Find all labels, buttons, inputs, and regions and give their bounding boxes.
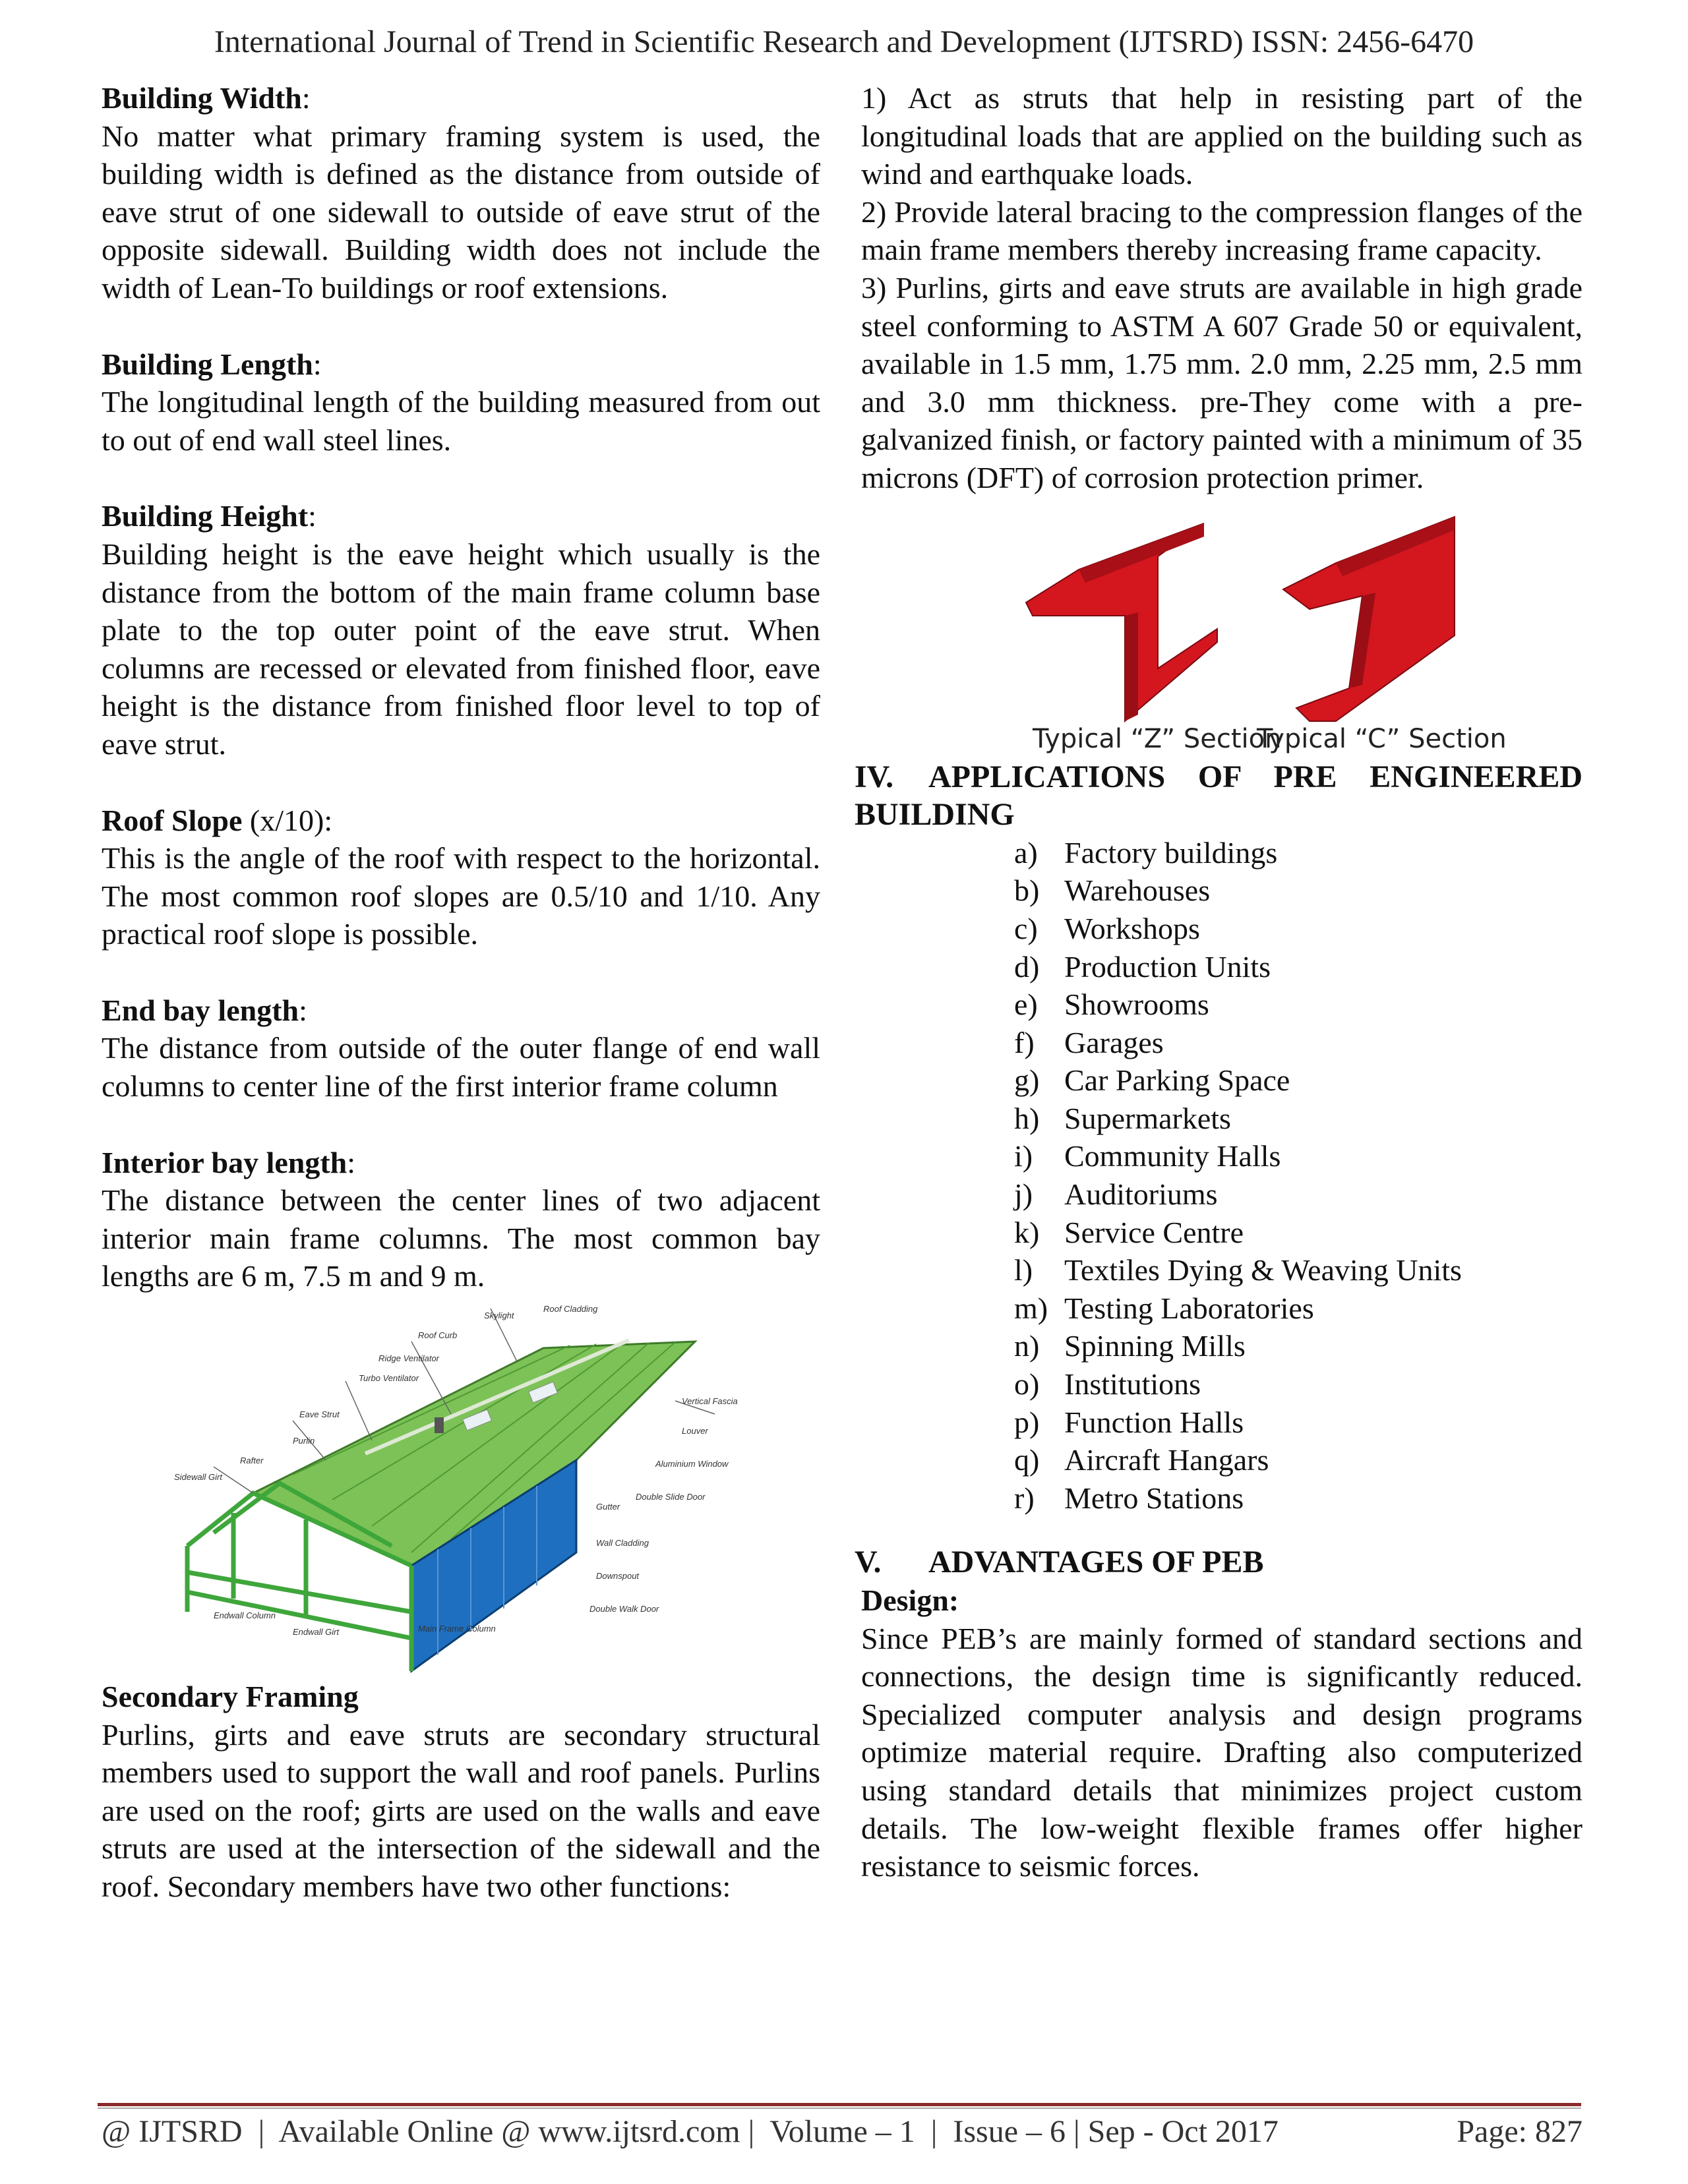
application-item-label: n) (1014, 1329, 1040, 1363)
application-item-text: Service Centre (1064, 1215, 1244, 1249)
building-length-title: Building Length: (102, 347, 322, 381)
application-item-text: Function Halls (1064, 1405, 1244, 1439)
application-item-text: Showrooms (1064, 988, 1209, 1022)
label-gutter: Gutter (596, 1502, 620, 1512)
application-item (1014, 1024, 1582, 1062)
application-item (1014, 871, 1582, 910)
application-item (1014, 910, 1582, 948)
building-length-body: The longitudinal length of the building measured from out to out of end wall steel lines. (102, 385, 820, 457)
application-item-text: Supermarkets (1064, 1101, 1231, 1135)
footer-rule-thin (98, 2108, 1581, 2109)
z-section-caption: Typical “Z” Section (1033, 723, 1282, 754)
application-item-text: Workshops (1064, 911, 1200, 945)
application-item-label: m) (1014, 1291, 1048, 1325)
application-item-label: b) (1014, 873, 1040, 908)
label-double-walk-door: Double Walk Door (589, 1604, 659, 1614)
label-aluminium-window: Aluminium Window (655, 1459, 729, 1469)
label-sidewall-girt: Sidewall Girt (174, 1472, 222, 1483)
roof-slope-title: Roof Slope (x/10): (102, 803, 333, 837)
design-body: Since PEB’s are mainly formed of standard sections and connections, the design time is significantly reduced. Specialized computer analysis and design programs optimize material require. Drafting also computerized using standard details that minimizes project custom details. The low-weight flexible frames offer higher resistance to seismic forces. (861, 1621, 1582, 1883)
advantages-heading: V. ADVANTAGES OF PEB (855, 1545, 1264, 1580)
application-item-label: o) (1014, 1367, 1040, 1402)
footer-rule (98, 2103, 1581, 2106)
application-item (1014, 1061, 1582, 1100)
building-width-title: Building Width: (102, 81, 311, 115)
application-item-label: c) (1014, 911, 1038, 945)
function-item-1: 1) Act as struts that help in resisting part of the longitudinal loads that are applied on the building such as wind and earthquake loads. (861, 81, 1582, 191)
application-item (1014, 1403, 1582, 1442)
building-height-body: Building height is the eave height which usually is the distance from the bottom of the main frame column base plate to the top outer point of the eave strut. When columns are recessed or elevated from finished floor, eave height is the distance from finished floor level to top of eave strut. (102, 537, 820, 761)
application-item-label: f) (1014, 1025, 1035, 1059)
application-item-text: Warehouses (1064, 873, 1211, 908)
end-bay-body: The distance from outside of the outer flange of end wall columns to center line of the first interior frame column (102, 1031, 820, 1104)
application-item (1014, 1479, 1582, 1518)
function-item-2: 2) Provide lateral bracing to the compression flanges of the main frame members thereby increasing frame capacity. (861, 194, 1582, 267)
label-louver: Louver (682, 1426, 708, 1436)
applications-list (861, 834, 1582, 1518)
label-endwall-girt: Endwall Girt (293, 1627, 340, 1638)
peb-building-figure (174, 1302, 768, 1671)
page-footer (102, 2113, 1582, 2150)
application-item-label: h) (1014, 1101, 1040, 1135)
application-item (1014, 1175, 1582, 1214)
applications-heading: IV. APPLICATIONS OF PRE ENGINEERED BUILDING (855, 759, 1582, 833)
application-item-text: Garages (1064, 1025, 1164, 1059)
design-title: Design: (861, 1583, 959, 1617)
application-item-label: e) (1014, 988, 1038, 1022)
label-skylight: Skylight (484, 1311, 514, 1321)
label-roof-curb: Roof Curb (418, 1330, 458, 1341)
c-section-caption: Typical “C” Section (1257, 723, 1507, 754)
application-item-text: Auditoriums (1064, 1177, 1218, 1212)
label-rafter: Rafter (240, 1456, 264, 1466)
label-downspout: Downspout (596, 1571, 640, 1581)
application-item (1014, 986, 1582, 1024)
application-item (1014, 1100, 1582, 1138)
application-item-text: Community Halls (1064, 1139, 1281, 1173)
end-bay-title: End bay length: (102, 993, 307, 1027)
label-ridge-ventilator: Ridge Ventilator (378, 1353, 440, 1364)
interior-bay-title: Interior bay length: (102, 1145, 356, 1179)
application-item (1014, 834, 1582, 872)
label-wall-cladding: Wall Cladding (596, 1538, 649, 1549)
left-column (102, 79, 820, 1906)
label-eave-strut: Eave Strut (299, 1409, 340, 1420)
application-item-label: p) (1014, 1405, 1040, 1439)
application-item-label: i) (1014, 1139, 1033, 1173)
application-item-text: Aircraft Hangars (1064, 1443, 1269, 1477)
application-item-text: Production Units (1064, 949, 1271, 984)
application-item-text: Institutions (1064, 1367, 1201, 1402)
right-column (855, 79, 1582, 1885)
label-endwall-column: Endwall Column (214, 1610, 276, 1621)
application-item-label: d) (1014, 949, 1040, 984)
application-item-text: Testing Laboratories (1064, 1291, 1314, 1325)
label-double-slide-door: Double Slide Door (636, 1492, 706, 1502)
application-item-text: Factory buildings (1064, 835, 1278, 870)
label-purlin: Purlin (293, 1436, 315, 1446)
application-item-text: Metro Stations (1064, 1481, 1244, 1515)
application-item-label: g) (1014, 1063, 1040, 1098)
z-c-section-figure (993, 504, 1507, 754)
application-item-text: Spinning Mills (1064, 1329, 1246, 1363)
application-item-label: q) (1014, 1443, 1040, 1477)
application-item (1014, 1365, 1582, 1403)
function-item-3: 3) Purlins, girts and eave struts are available in high grade steel conforming to ASTM A 607 Grade 50 or equivalent, available in 1.5 mm, 1.75 mm. 2.0 mm, 2.25 mm, 2.5 mm and 3.0 mm thickness. pre-They come with a pre-galvanized finish, or factory painted with a minimum of 35 microns (DFT) of corrosion protection primer. (861, 270, 1582, 494)
secondary-framing-body: Purlins, girts and eave struts are secondary structural members used to support the wall and roof panels. Purlins are used on the roof; girts are used on the walls and eave struts are used at the intersection of the sidewall and the roof. Secondary members have two other functions: (102, 1717, 820, 1903)
application-item-label: r) (1014, 1481, 1035, 1515)
application-item (1014, 1289, 1582, 1328)
application-item-label: k) (1014, 1215, 1040, 1249)
secondary-framing-title: Secondary Framing (102, 1680, 359, 1714)
application-item (1014, 1137, 1582, 1175)
application-item (1014, 1441, 1582, 1479)
interior-bay-body: The distance between the center lines of two adjacent interior main frame columns. The most common bay lengths are 6 m, 7.5 m and 9 m. (102, 1183, 820, 1293)
building-height-title: Building Height: (102, 499, 316, 533)
journal-header: International Journal of Trend in Scientific Research and Development (IJTSRD) ISSN: 2456-6470 (214, 24, 1474, 59)
application-item-label: l) (1014, 1253, 1033, 1287)
label-vertical-fascia: Vertical Fascia (682, 1396, 738, 1407)
application-item (1014, 1327, 1582, 1365)
roof-slope-body: This is the angle of the roof with respect to the horizontal. The most common roof slopes are 0.5/10 and 1/10. Any practical roof slope is possible. (102, 841, 820, 951)
building-width-body: No matter what primary framing system is used, the building width is defined as the distance from outside of eave strut of one sidewall to outside of eave strut of the opposite sidewall. Building width does not include the width of Lean-To buildings or roof extensions. (102, 119, 820, 305)
label-turbo-ventilator: Turbo Ventilator (359, 1373, 419, 1384)
application-item (1014, 948, 1582, 986)
footer-text: @ IJTSRD | Available Online @ www.ijtsrd.com | Volume – 1 | Issue – 6 | Sep - Oct 2017 (102, 2114, 1279, 2149)
application-item-text: Car Parking Space (1064, 1063, 1290, 1098)
application-item (1014, 1214, 1582, 1252)
application-item-label: a) (1014, 835, 1038, 870)
label-roof-cladding: Roof Cladding (543, 1304, 598, 1314)
application-item (1014, 1251, 1582, 1289)
page-number: Page: 827 (1457, 2114, 1582, 2149)
application-item-label: j) (1014, 1177, 1033, 1212)
application-item-text: Textiles Dying & Weaving Units (1064, 1253, 1462, 1287)
label-main-frame-column: Main Frame Column (418, 1624, 496, 1634)
